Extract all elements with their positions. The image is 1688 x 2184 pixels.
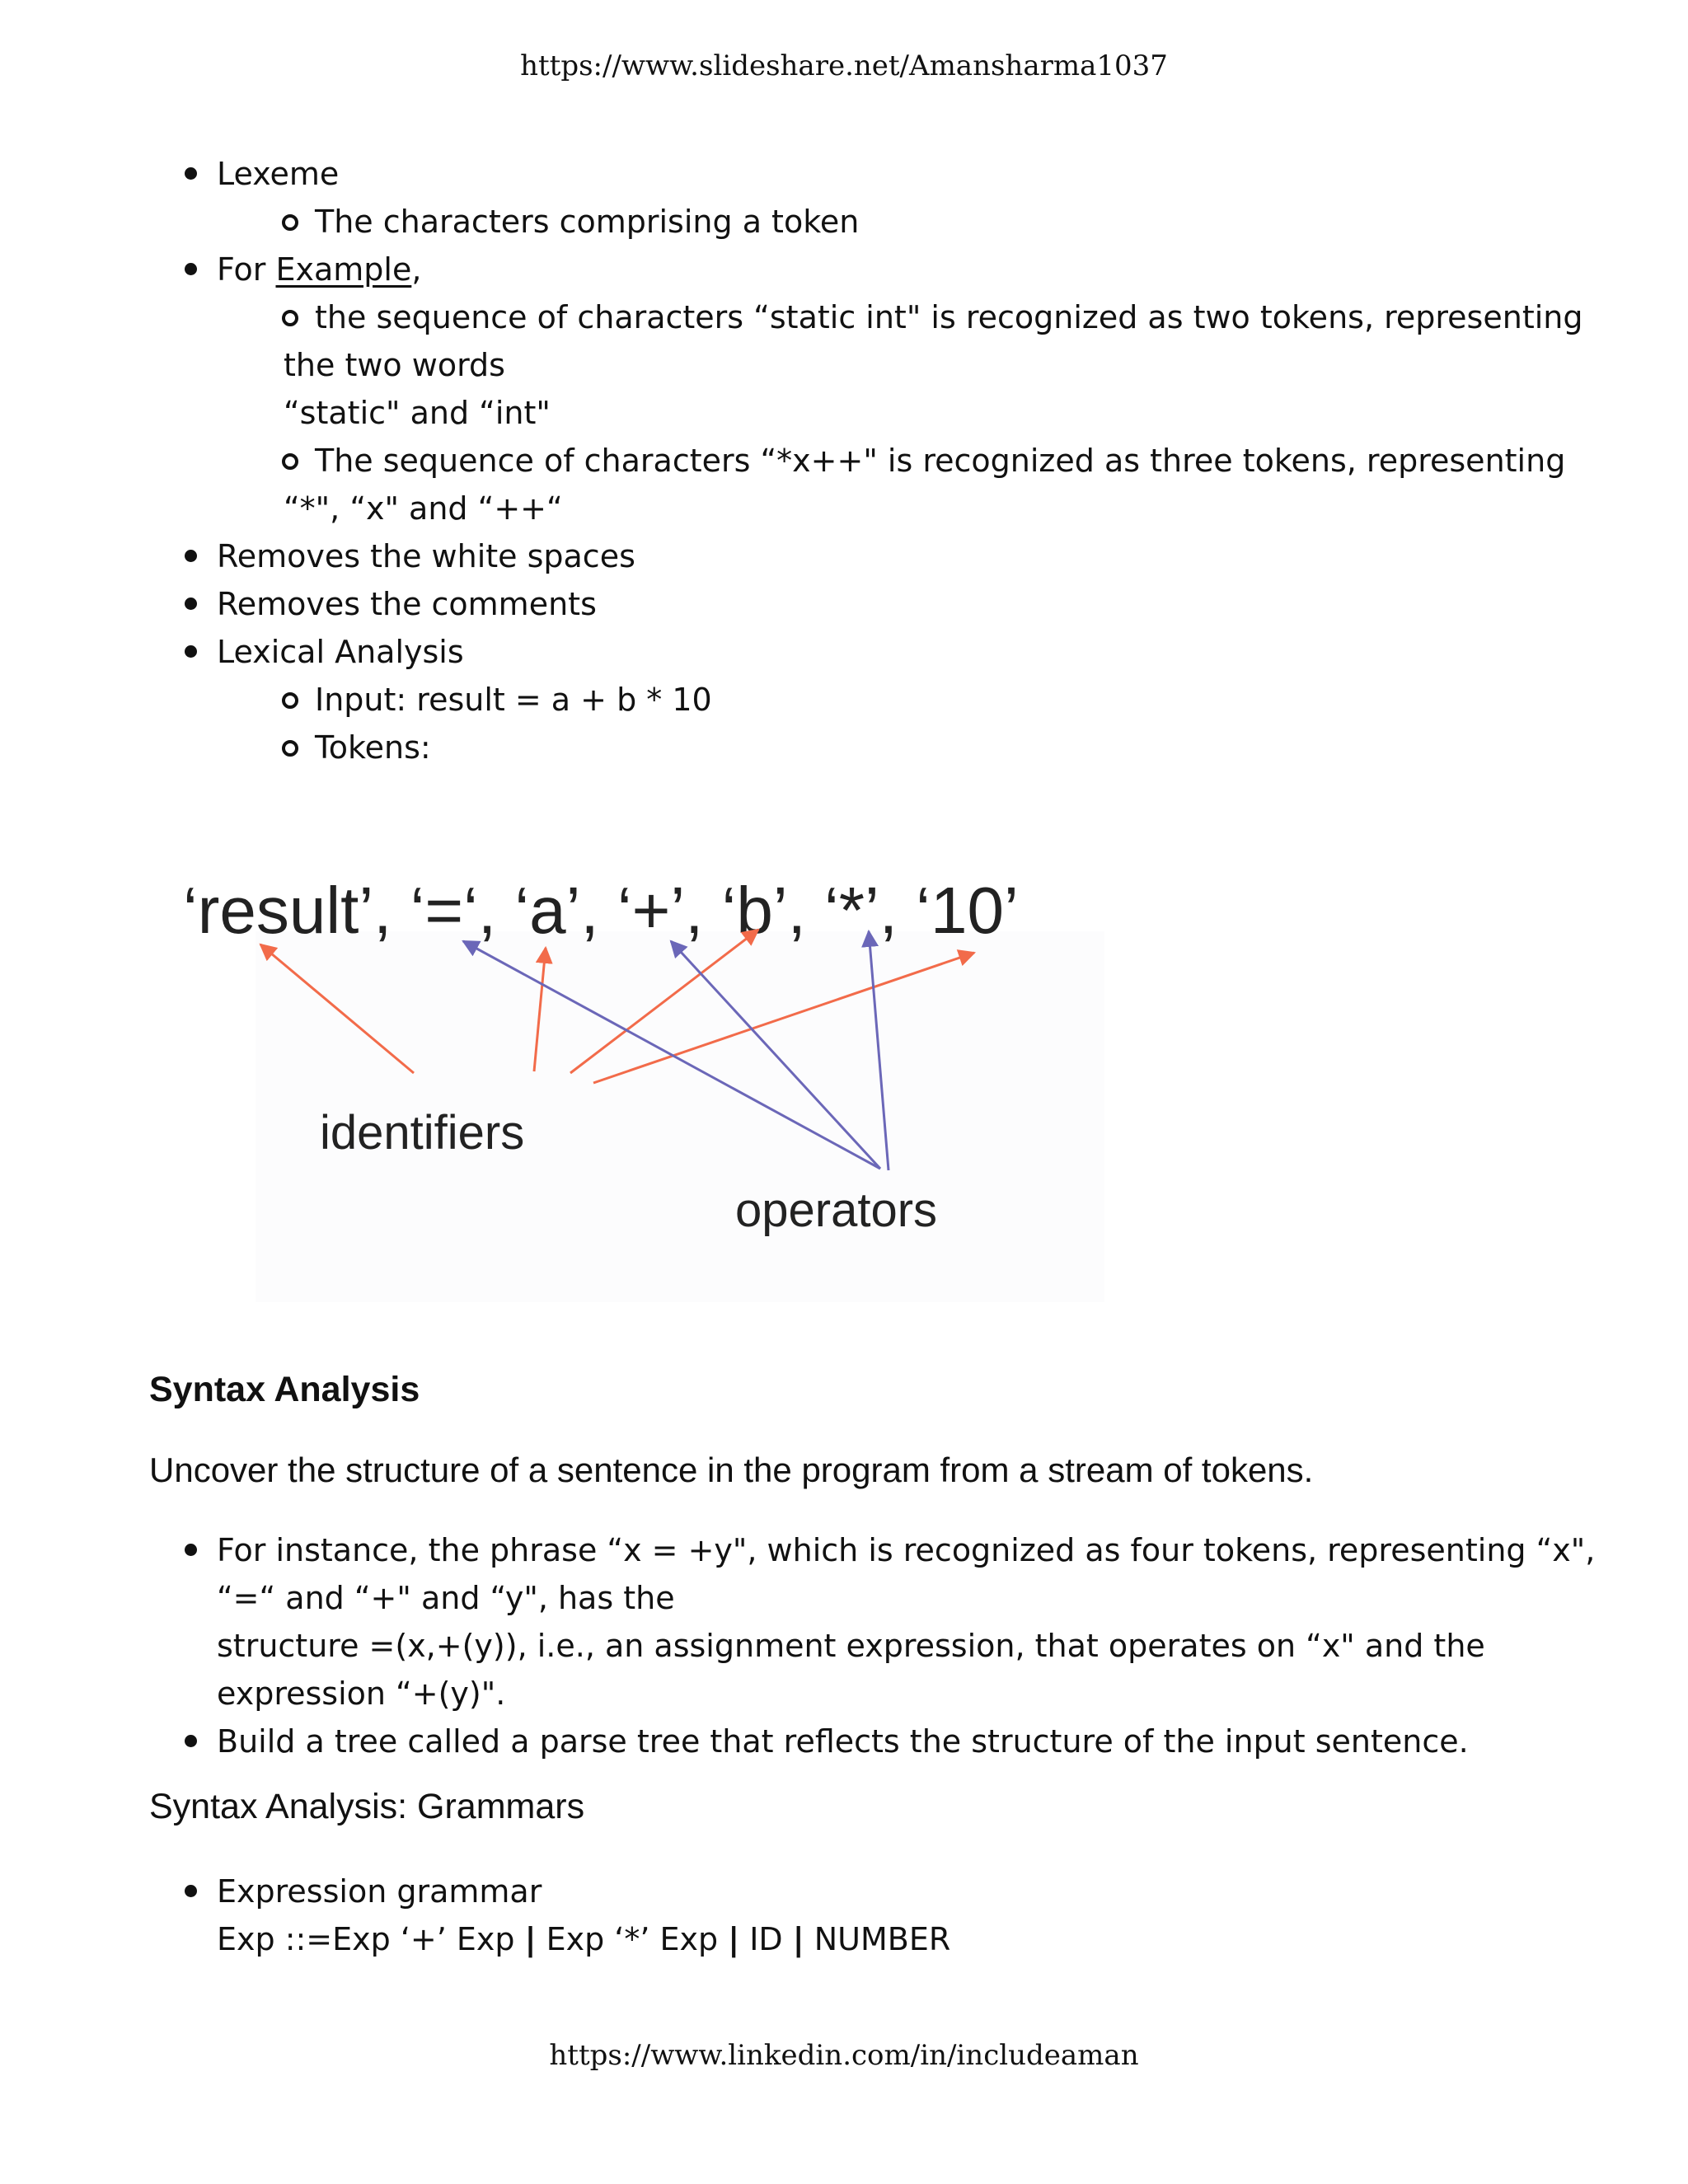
- grammars-heading: Syntax Analysis: Grammars: [149, 1787, 585, 1826]
- grammar-separator: |: [792, 1921, 804, 1957]
- lexeme-definition-text: The characters comprising a token: [315, 204, 860, 240]
- token-diagram: [173, 841, 1104, 1302]
- expression-grammar-text: Expression grammar: [217, 1873, 542, 1910]
- list-item-comments: [217, 580, 597, 628]
- for-instance-line-4: expression “+(y)".: [217, 1675, 506, 1712]
- grammar-rule-part-a: Exp ::=Exp ‘+’ Exp: [217, 1921, 525, 1957]
- syntax-intro: Uncover the structure of a sentence in the program from a stream of tokens.: [149, 1451, 1314, 1489]
- for-suffix-text: ,: [411, 251, 422, 288]
- grammar-rule-part-c: ID: [739, 1921, 793, 1957]
- example-1-line-1: the sequence of characters “static int" is recognized as two tokens, representing: [315, 299, 1583, 335]
- list-item-tokens: [315, 724, 431, 771]
- tokens-text: Tokens:: [315, 729, 431, 766]
- grammar-rule-part-d: NUMBER: [804, 1921, 951, 1957]
- list-item-lexeme-definition: [315, 198, 859, 246]
- for-instance-line-2: “=“ and “+" and “y", has the: [217, 1580, 675, 1616]
- identifiers-label: identifiers: [320, 1106, 525, 1160]
- example-1-line-2: the two words: [284, 347, 505, 383]
- example-1-line-3: “static" and “int": [284, 395, 551, 431]
- grammar-rule-part-b: Exp ‘*’ Exp: [536, 1921, 729, 1957]
- list-item-parse-tree: [217, 1718, 1469, 1765]
- grammar-rule: [217, 1915, 950, 1963]
- list-item-for-instance: [217, 1526, 1595, 1574]
- header-url[interactable]: https://www.slideshare.net/Amansharma1037: [520, 49, 1168, 82]
- token-line: ‘result’, ‘=‘, ‘a’, ‘+’, ‘b’, ‘*’, ‘10’: [183, 874, 1019, 947]
- lexical-analysis-text: Lexical Analysis: [217, 634, 464, 670]
- example-2-line-2: “*", “x" and “++“: [284, 490, 563, 527]
- for-prefix-text: For: [217, 251, 276, 288]
- operators-label: operators: [735, 1183, 938, 1237]
- list-item-expression-grammar: [217, 1868, 542, 1915]
- grammar-separator: |: [524, 1921, 537, 1957]
- lexeme-text: Lexeme: [217, 156, 340, 192]
- example-2-line-1: The sequence of characters “*x++" is recognized as three tokens, representing: [315, 443, 1566, 479]
- for-instance-line-1: For instance, the phrase “x = +y", which is recognized as four tokens, representing “x",: [217, 1532, 1596, 1568]
- example-link[interactable]: Example: [275, 251, 412, 288]
- list-item-input: [315, 676, 712, 724]
- grammar-separator: |: [728, 1921, 740, 1957]
- list-item-whitespace: [217, 532, 635, 580]
- list-item-lexeme: [217, 150, 339, 198]
- list-item-example-1: [315, 293, 1582, 341]
- input-text: Input: result = a + b * 10: [315, 682, 712, 718]
- syntax-analysis-heading: Syntax Analysis: [149, 1370, 420, 1409]
- list-item-for-example: [217, 246, 421, 293]
- list-item-example-2: [315, 437, 1565, 485]
- whitespace-text: Removes the white spaces: [217, 538, 635, 574]
- token-diagram-svg: [173, 841, 1104, 1302]
- comments-text: Removes the comments: [217, 586, 597, 622]
- for-instance-line-3: structure =(x,+(y)), i.e., an assignment expression, that operates on “x" and the: [217, 1628, 1485, 1664]
- footer-url[interactable]: https://www.linkedin.com/in/includeaman: [549, 2039, 1139, 2072]
- parse-tree-text: Build a tree called a parse tree that reflects the structure of the input sentence.: [217, 1723, 1469, 1760]
- list-item-lexical-analysis: [217, 628, 464, 676]
